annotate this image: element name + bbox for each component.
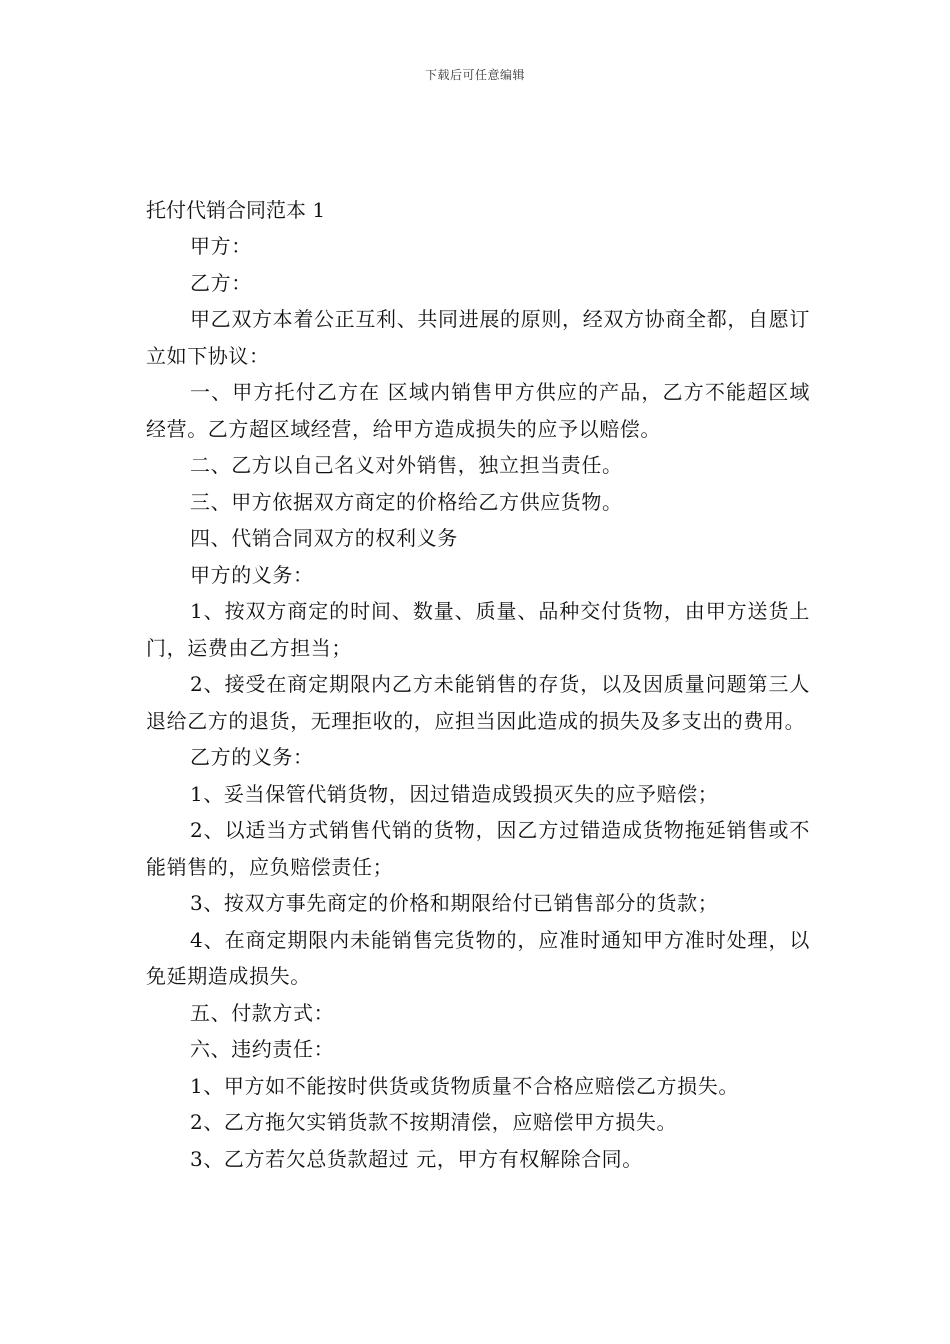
party-b-line: 乙方： bbox=[190, 270, 252, 295]
clause-4-heading: 四、代销合同双方的权利义务 bbox=[190, 526, 458, 550]
party-a-line: 甲方： bbox=[190, 234, 252, 258]
party-a-obligation-2: 2、接受在商定期限内乙方未能销售的存货，以及因质量问题第三人退给乙方的退货，无理拒收的，应担当因此造成的损失及多支出的费用。 bbox=[146, 672, 810, 733]
party-a-obligation-1: 1、按双方商定的时间、数量、质量、品种交付货物，由甲方送货上门，运费由乙方担当； bbox=[146, 599, 810, 660]
party-a-obligations-heading: 甲方的义务： bbox=[190, 562, 314, 587]
party-b-obligation-3: 3、按双方事先商定的价格和期限给付已销售部分的货款； bbox=[190, 891, 719, 915]
clause-6-liability: 六、违约责任： bbox=[190, 1037, 335, 1061]
header-note: 下载后可任意编辑 bbox=[424, 68, 525, 82]
clause-1: 一、甲方托付乙方在 区域内销售甲方供应的产品，乙方不能超区域经营。乙方超区域经营，给甲方造成损失的应予以赔偿。 bbox=[146, 380, 810, 441]
liability-item-2: 2、乙方拖欠实销货款不按期清偿，应赔偿甲方损失。 bbox=[190, 1110, 678, 1134]
party-b-obligation-2: 2、以适当方式销售代销的货物，因乙方过错造成货物拖延销售或不能销售的，应负赔偿责任； bbox=[146, 818, 810, 879]
liability-item-1: 1、甲方如不能按时供货或货物质量不合格应赔偿乙方损失。 bbox=[190, 1073, 739, 1098]
party-b-obligation-4: 4、在商定期限内未能销售完货物的，应准时通知甲方准时处理，以免延期造成损失。 bbox=[146, 927, 810, 988]
party-b-obligation-1: 1、妥当保管代销货物，因过错造成毁损灭失的应予赔偿； bbox=[190, 781, 719, 806]
clause-5-payment: 五、付款方式： bbox=[190, 1000, 335, 1025]
document-body bbox=[146, 192, 810, 1177]
clause-2: 二、乙方以自己名义对外销售，独立担当责任。 bbox=[190, 453, 623, 477]
liability-item-3: 3、乙方若欠总货款超过 元，甲方有权解除合同。 bbox=[190, 1146, 643, 1171]
clause-3: 三、甲方依据双方商定的价格给乙方供应货物。 bbox=[190, 489, 623, 514]
preamble-paragraph: 甲乙双方本着公正互利、共同进展的原则，经双方协商全都，自愿订立如下协议： bbox=[146, 307, 810, 368]
party-b-obligations-heading: 乙方的义务： bbox=[190, 745, 314, 769]
document-title: 托付代销合同范本 1 bbox=[146, 198, 326, 222]
